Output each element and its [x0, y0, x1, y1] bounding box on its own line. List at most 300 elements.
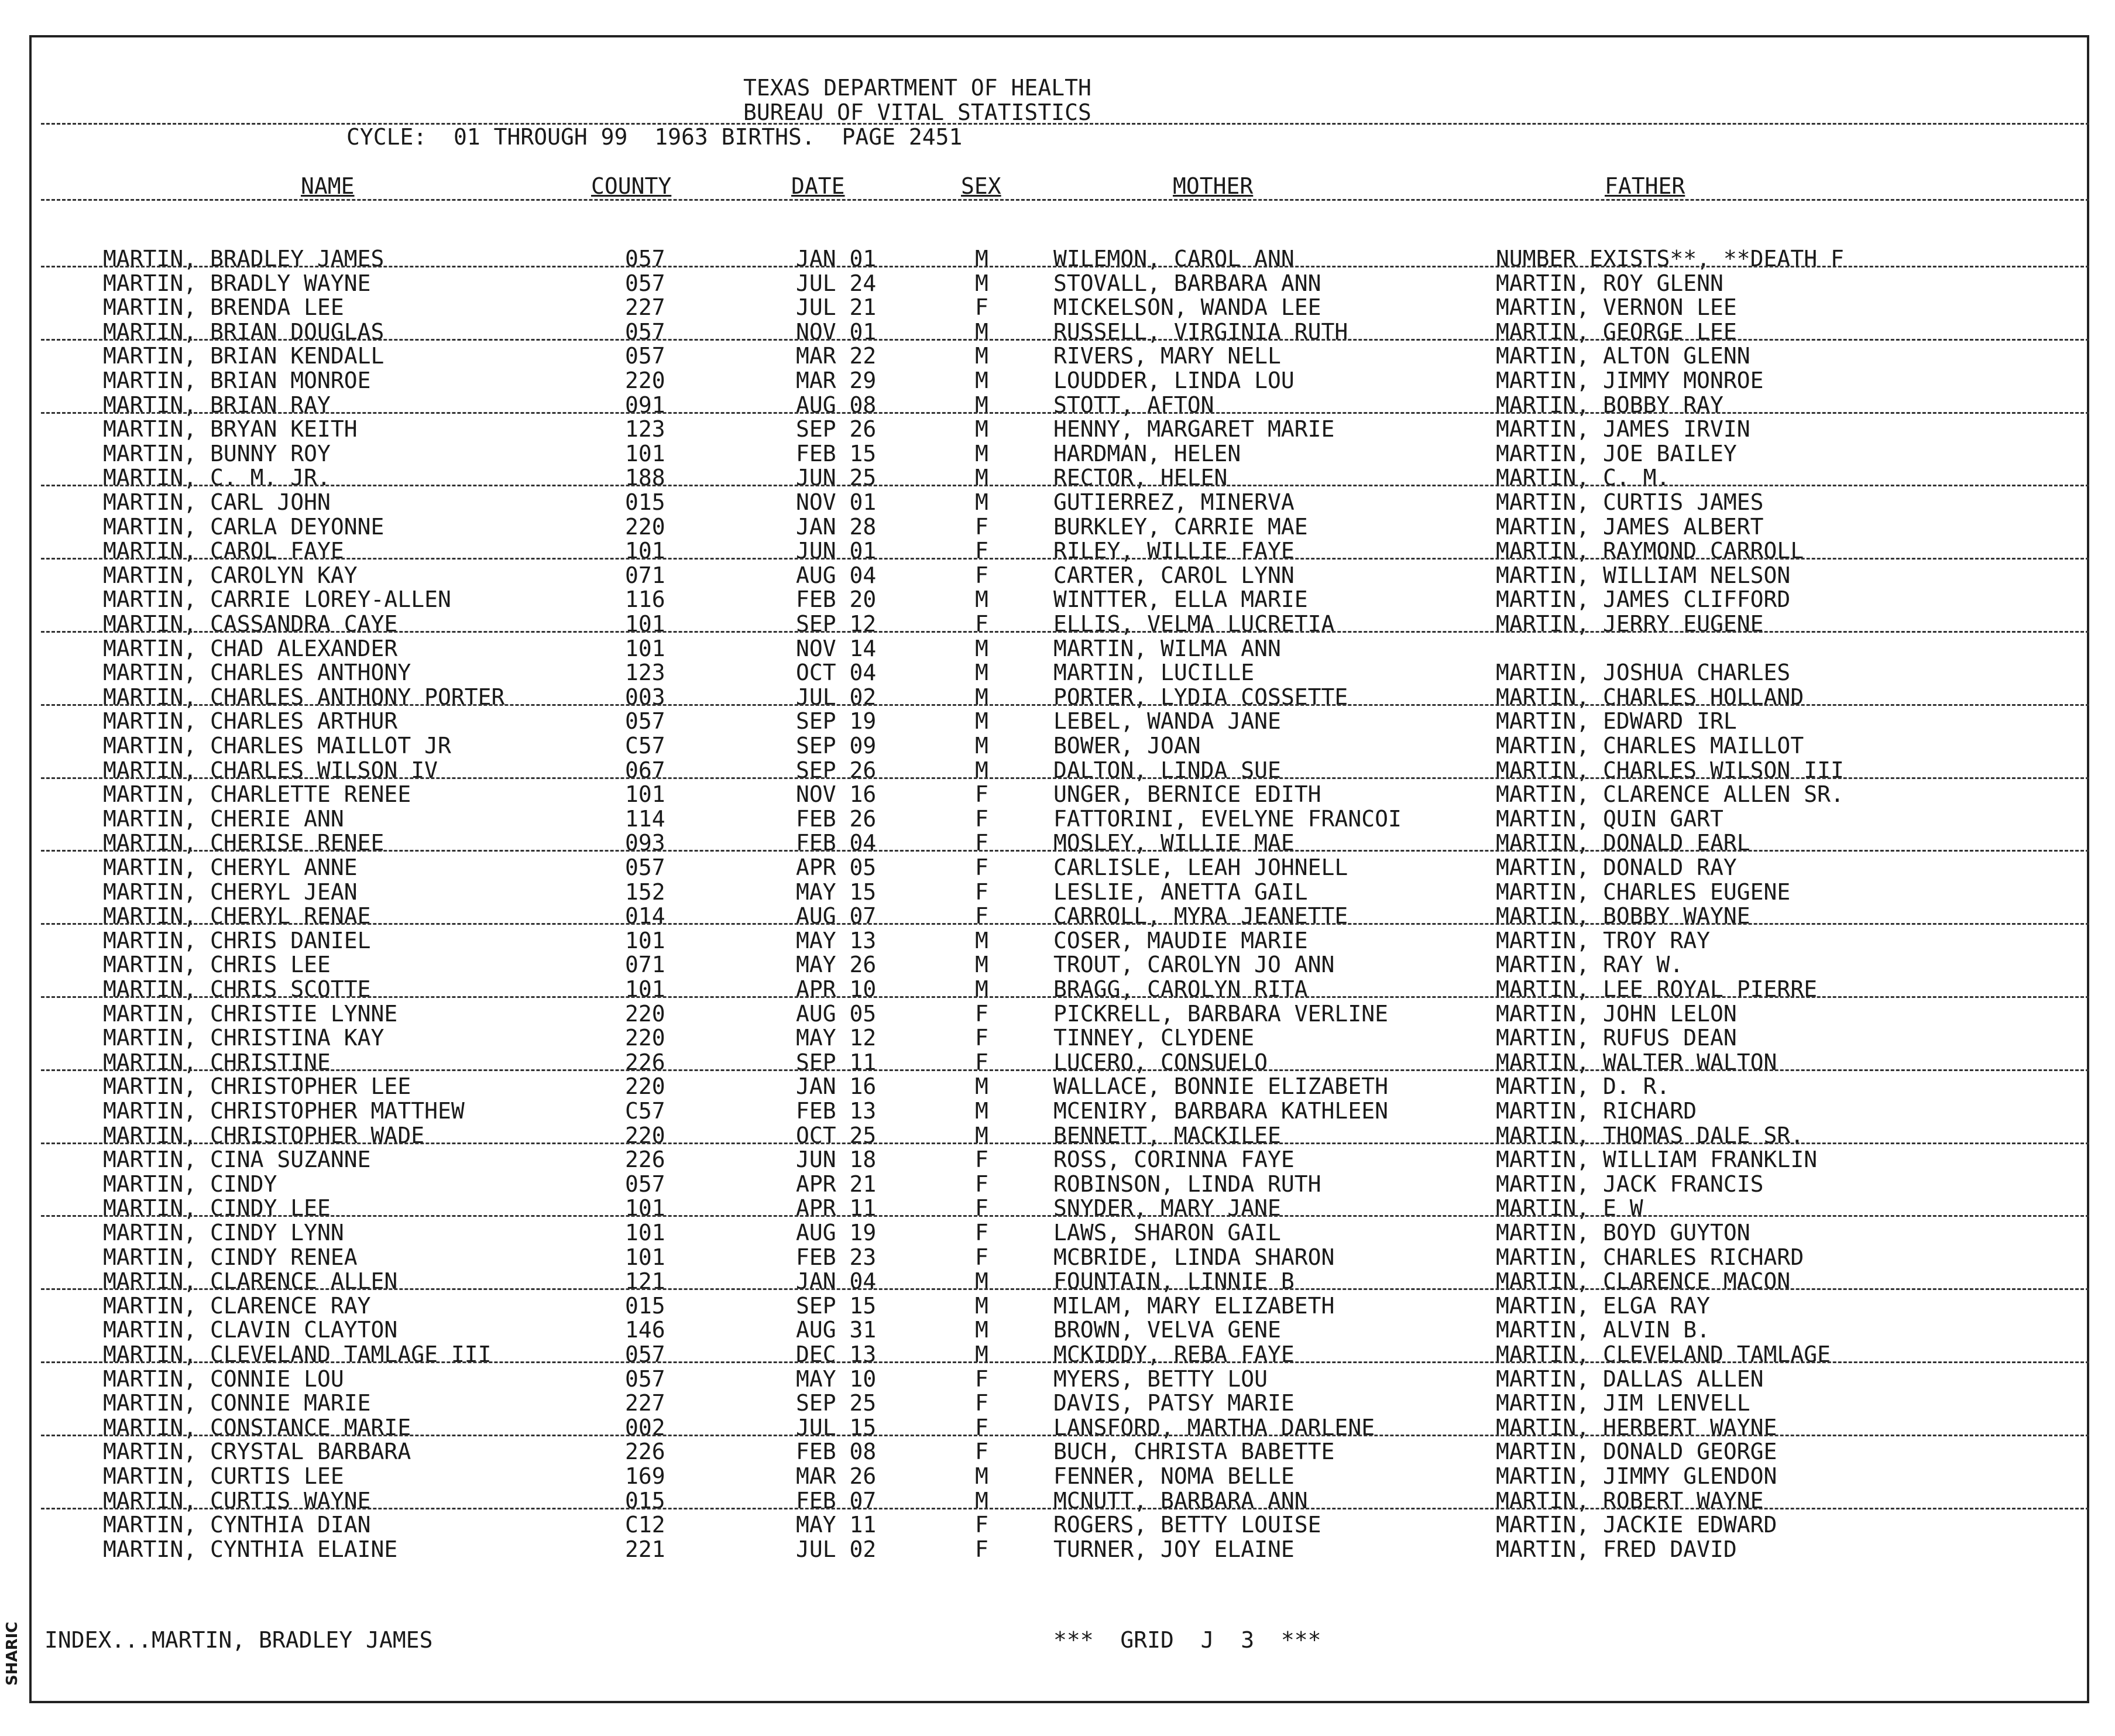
cell-name: MARTIN, CHERISE RENEE — [103, 830, 384, 856]
cell-father: MARTIN, WILLIAM FRANKLIN — [1496, 1147, 1818, 1173]
cell-father: MARTIN, JOE BAILEY — [1496, 440, 1737, 466]
cell-name: MARTIN, BUNNY ROY — [103, 440, 331, 466]
cell-sex: M — [975, 927, 988, 953]
cell-father: MARTIN, RUFUS DEAN — [1496, 1025, 1737, 1051]
cell-name: MARTIN, CINDY RENEA — [103, 1244, 358, 1270]
cell-sex: M — [975, 318, 988, 345]
cell-date: FEB 13 — [796, 1098, 877, 1124]
cell-father: MARTIN, DONALD EARL — [1496, 830, 1750, 856]
cell-mother: MCENIRY, BARBARA KATHLEEN — [1053, 1098, 1388, 1124]
cell-date: NOV 01 — [796, 318, 877, 345]
row-divider — [41, 485, 2089, 486]
table-row — [0, 586, 2115, 611]
cell-name: MARTIN, CHARLES ARTHUR — [103, 708, 398, 735]
cell-father: MARTIN, JOHN LELON — [1496, 1000, 1737, 1027]
cell-county: 114 — [625, 805, 665, 832]
cell-name: MARTIN, CONSTANCE MARIE — [103, 1414, 411, 1440]
cell-county: 014 — [625, 903, 665, 929]
cell-date: NOV 16 — [796, 781, 877, 808]
cell-county: 057 — [625, 855, 665, 880]
cell-sex: M — [975, 343, 988, 369]
cell-date: SEP 19 — [796, 708, 877, 735]
cell-mother: BRAGG, CAROLYN RITA — [1053, 976, 1308, 1002]
cell-county: 220 — [625, 1025, 665, 1051]
cell-father: MARTIN, CURTIS JAMES — [1496, 489, 1764, 515]
cell-date: JUL 02 — [796, 1536, 877, 1562]
table-row — [0, 1244, 2115, 1269]
cell-sex: F — [975, 1244, 988, 1270]
cell-father: MARTIN, DONALD RAY — [1496, 855, 1737, 880]
cell-county: 067 — [625, 757, 665, 783]
cell-name: MARTIN, CLAVIN CLAYTON — [103, 1317, 398, 1343]
cell-father: MARTIN, EDWARD IRL — [1496, 708, 1737, 735]
cell-name: MARTIN, CAROLYN KAY — [103, 562, 358, 588]
cell-date: JUL 24 — [796, 270, 877, 296]
cell-mother: CARTER, CAROL LYNN — [1053, 562, 1295, 588]
table-row — [0, 952, 2115, 976]
cell-date: FEB 23 — [796, 1244, 877, 1270]
cell-father: MARTIN, WILLIAM NELSON — [1496, 562, 1791, 588]
cell-father: MARTIN, ELGA RAY — [1496, 1292, 1711, 1319]
cell-county: 221 — [625, 1536, 665, 1562]
cell-name: MARTIN, CONNIE LOU — [103, 1366, 344, 1392]
cell-mother: HARDMAN, HELEN — [1053, 440, 1241, 466]
cell-mother: MCNUTT, BARBARA ANN — [1053, 1487, 1308, 1514]
cell-county: 015 — [625, 1487, 665, 1514]
cell-county: 057 — [625, 708, 665, 735]
cell-county: 123 — [625, 660, 665, 686]
cell-father: MARTIN, LEE ROYAL PIERRE — [1496, 976, 1818, 1002]
cell-date: MAR 22 — [796, 343, 877, 369]
cell-sex: M — [975, 660, 988, 686]
table-row — [0, 806, 2115, 831]
cell-father: MARTIN, ROY GLENN — [1496, 270, 1723, 296]
cell-name: MARTIN, CARLA DEYONNE — [103, 513, 384, 540]
cell-county: 101 — [625, 1195, 665, 1222]
row-divider — [41, 1143, 2089, 1144]
cell-county: 101 — [625, 611, 665, 637]
cell-date: AUG 31 — [796, 1317, 877, 1343]
cell-mother: ELLIS, VELMA LUCRETIA — [1053, 611, 1335, 637]
cell-father: MARTIN, JAMES IRVIN — [1496, 416, 1750, 442]
cell-date: FEB 04 — [796, 830, 877, 856]
row-divider — [41, 923, 2089, 925]
cell-date: AUG 04 — [796, 562, 877, 588]
cell-date: NOV 14 — [796, 635, 877, 661]
table-row — [0, 1147, 2115, 1171]
cell-father: MARTIN, RAY W. — [1496, 952, 1684, 978]
cell-county: 220 — [625, 513, 665, 540]
cell-sex: F — [975, 1025, 988, 1051]
table-row — [0, 1512, 2115, 1536]
cell-sex: M — [975, 1073, 988, 1100]
cell-county: 220 — [625, 368, 665, 393]
cell-father: MARTIN, C. M. — [1496, 465, 1670, 491]
cell-mother: MCBRIDE, LINDA SHARON — [1053, 1244, 1335, 1270]
cell-sex: M — [975, 952, 988, 978]
cell-date: MAY 11 — [796, 1512, 877, 1538]
row-divider — [41, 631, 2089, 633]
cell-name: MARTIN, CHRISTINE — [103, 1049, 331, 1075]
cell-sex: F — [975, 611, 988, 637]
cell-mother: RILEY, WILLIE FAYE — [1053, 538, 1295, 564]
cell-name: MARTIN, BRADLEY JAMES — [103, 246, 384, 272]
cell-county: 057 — [625, 1366, 665, 1392]
cell-sex: M — [975, 976, 988, 1002]
cell-date: SEP 09 — [796, 733, 877, 759]
cell-date: FEB 15 — [796, 440, 877, 466]
cell-name: MARTIN, CLARENCE RAY — [103, 1292, 371, 1319]
cell-date: SEP 12 — [796, 611, 877, 637]
cell-mother: ROGERS, BETTY LOUISE — [1053, 1512, 1321, 1538]
cell-county: 220 — [625, 1000, 665, 1027]
cell-date: JUN 01 — [796, 538, 877, 564]
table-row — [0, 1073, 2115, 1098]
cell-father: MARTIN, VERNON LEE — [1496, 294, 1737, 321]
cell-date: JUN 18 — [796, 1147, 877, 1173]
cell-county: 169 — [625, 1463, 665, 1489]
cell-father: MARTIN, CLARENCE ALLEN SR. — [1496, 781, 1844, 808]
cell-county: 101 — [625, 635, 665, 661]
row-divider — [41, 1361, 2089, 1363]
cell-mother: WILEMON, CAROL ANN — [1053, 246, 1295, 272]
cell-county: 116 — [625, 586, 665, 613]
cell-father: MARTIN, QUIN GART — [1496, 805, 1723, 832]
cell-father: MARTIN, DALLAS ALLEN — [1496, 1366, 1764, 1392]
cell-county: 226 — [625, 1147, 665, 1173]
cell-sex: F — [975, 1171, 988, 1197]
row-divider — [41, 412, 2089, 414]
cell-date: AUG 07 — [796, 903, 877, 929]
cell-sex: M — [975, 684, 988, 710]
header-line2: BUREAU OF VITAL STATISTICS — [743, 100, 1091, 125]
table-row — [0, 1293, 2115, 1318]
cell-date: APR 10 — [796, 976, 877, 1002]
footer-index: INDEX...MARTIN, BRADLEY JAMES — [44, 1627, 433, 1653]
cell-county: 003 — [625, 684, 665, 710]
cell-sex: F — [975, 513, 988, 540]
row-divider — [41, 996, 2089, 998]
cell-date: FEB 08 — [796, 1439, 877, 1465]
cell-county: 188 — [625, 465, 665, 491]
cell-name: MARTIN, CHERYL ANNE — [103, 855, 358, 880]
table-row — [0, 781, 2115, 806]
cell-father: MARTIN, CHARLES EUGENE — [1496, 879, 1791, 905]
cell-sex: M — [975, 270, 988, 296]
row-divider — [41, 1069, 2089, 1071]
table-row — [0, 636, 2115, 660]
cell-mother: TINNEY, CLYDENE — [1053, 1025, 1255, 1051]
cell-mother: GUTIERREZ, MINERVA — [1053, 489, 1295, 515]
cell-name: MARTIN, CASSANDRA CAYE — [103, 611, 398, 637]
cell-mother: RIVERS, MARY NELL — [1053, 343, 1281, 369]
table-row — [0, 416, 2115, 441]
cell-name: MARTIN, CHARLES WILSON IV — [103, 757, 438, 783]
table-row — [0, 1536, 2115, 1561]
cell-county: 101 — [625, 781, 665, 808]
cell-county: 226 — [625, 1439, 665, 1465]
cell-sex: F — [975, 879, 988, 905]
cell-father: MARTIN, BOYD GUYTON — [1496, 1220, 1750, 1246]
cell-date: MAY 12 — [796, 1025, 877, 1051]
cell-mother: FATTORINI, EVELYNE FRANCOI — [1053, 805, 1402, 832]
cell-father: MARTIN, JIMMY GLENDON — [1496, 1463, 1777, 1489]
side-label — [0, 1621, 23, 1692]
column-header-mother: MOTHER — [1173, 173, 1254, 199]
cell-mother: MARTIN, LUCILLE — [1053, 660, 1255, 686]
cell-date: APR 05 — [796, 855, 877, 880]
cell-name: MARTIN, CARRIE LOREY-ALLEN — [103, 586, 451, 613]
cell-name: MARTIN, CONNIE MARIE — [103, 1390, 371, 1416]
cell-sex: F — [975, 538, 988, 564]
cell-date: JAN 04 — [796, 1268, 877, 1295]
cell-mother: COSER, MAUDIE MARIE — [1053, 927, 1308, 953]
cell-name: MARTIN, CHRISTINA KAY — [103, 1025, 384, 1051]
cell-sex: F — [975, 1512, 988, 1538]
cell-county: 227 — [625, 1390, 665, 1416]
cell-sex: M — [975, 465, 988, 491]
row-divider — [41, 1288, 2089, 1290]
cell-county: 057 — [625, 246, 665, 272]
cell-date: JAN 16 — [796, 1073, 877, 1100]
cell-mother: PICKRELL, BARBARA VERLINE — [1053, 1000, 1388, 1027]
cell-date: JAN 01 — [796, 246, 877, 272]
cell-name: MARTIN, CHRIS SCOTTE — [103, 976, 371, 1002]
cell-date: SEP 11 — [796, 1049, 877, 1075]
cell-mother: HENNY, MARGARET MARIE — [1053, 416, 1335, 442]
cell-sex: F — [975, 1390, 988, 1416]
cell-sex: F — [975, 1000, 988, 1027]
row-divider — [41, 1215, 2089, 1217]
cell-mother: DALTON, LINDA SUE — [1053, 757, 1281, 783]
cell-name: MARTIN, CAROL FAYE — [103, 538, 344, 564]
cell-name: MARTIN, CURTIS WAYNE — [103, 1487, 371, 1514]
cell-county: 101 — [625, 1244, 665, 1270]
cell-sex: F — [975, 294, 988, 321]
cell-name: MARTIN, CHERYL JEAN — [103, 879, 358, 905]
cell-mother: FOUNTAIN, LINNIE B — [1053, 1268, 1295, 1295]
cell-sex: F — [975, 1414, 988, 1440]
cell-sex: M — [975, 635, 988, 661]
cell-sex: F — [975, 903, 988, 929]
cell-mother: STOTT, AFTON — [1053, 392, 1214, 418]
cell-father: MARTIN, JERRY EUGENE — [1496, 611, 1764, 637]
cell-name: MARTIN, CLARENCE ALLEN — [103, 1268, 398, 1295]
cell-name: MARTIN, CINDY LEE — [103, 1195, 331, 1222]
cell-mother: MILAM, MARY ELIZABETH — [1053, 1292, 1335, 1319]
cell-father: MARTIN, CHARLES RICHARD — [1496, 1244, 1804, 1270]
cell-sex: F — [975, 562, 988, 588]
cell-date: AUG 08 — [796, 392, 877, 418]
cell-county: 057 — [625, 270, 665, 296]
header-line1: TEXAS DEPARTMENT OF HEALTH — [743, 75, 1091, 101]
cell-date: SEP 15 — [796, 1292, 877, 1319]
cell-mother: ROSS, CORINNA FAYE — [1053, 1147, 1295, 1173]
cell-sex: M — [975, 1292, 988, 1319]
table-row — [0, 708, 2115, 733]
cell-father: MARTIN, CHARLES MAILLOT — [1496, 733, 1804, 759]
cell-name: MARTIN, BRIAN KENDALL — [103, 343, 384, 369]
cell-sex: M — [975, 586, 988, 613]
table-row — [0, 928, 2115, 952]
cell-county: 152 — [625, 879, 665, 905]
cell-county: 101 — [625, 976, 665, 1002]
cell-date: FEB 07 — [796, 1487, 877, 1514]
footer-grid: *** GRID J 3 *** — [1053, 1627, 1321, 1653]
cell-county: 220 — [625, 1073, 665, 1100]
cell-sex: F — [975, 855, 988, 880]
cell-county: 002 — [625, 1414, 665, 1440]
cell-sex: F — [975, 1536, 988, 1562]
table-row — [0, 1366, 2115, 1391]
cell-father: MARTIN, THOMAS DALE SR. — [1496, 1122, 1804, 1148]
row-divider — [41, 558, 2089, 560]
cell-mother: MOSLEY, WILLIE MAE — [1053, 830, 1295, 856]
cell-name: MARTIN, CHRISTOPHER LEE — [103, 1073, 411, 1100]
table-row — [0, 733, 2115, 757]
cell-sex: M — [975, 440, 988, 466]
cell-sex: M — [975, 1098, 988, 1124]
cell-date: MAY 10 — [796, 1366, 877, 1392]
column-header-sex: SEX — [961, 173, 1001, 199]
table-row — [0, 1171, 2115, 1196]
cell-date: JUL 15 — [796, 1414, 877, 1440]
cell-father: MARTIN, CHARLES WILSON III — [1496, 757, 1844, 783]
cell-date: APR 21 — [796, 1171, 877, 1197]
cell-father: MARTIN, BOBBY RAY — [1496, 392, 1723, 418]
cell-sex: F — [975, 1147, 988, 1173]
table-row — [0, 562, 2115, 587]
side-label-text: SHARIC — [4, 1621, 21, 1686]
cell-county: 093 — [625, 830, 665, 856]
cell-mother: MICKELSON, WANDA LEE — [1053, 294, 1321, 321]
cell-father: MARTIN, CHARLES HOLLAND — [1496, 684, 1804, 710]
cell-sex: M — [975, 1463, 988, 1489]
cell-sex: M — [975, 708, 988, 735]
table-row — [0, 879, 2115, 904]
cell-date: OCT 25 — [796, 1122, 877, 1148]
cell-date: OCT 04 — [796, 660, 877, 686]
cell-date: SEP 25 — [796, 1390, 877, 1416]
cell-father: MARTIN, E W — [1496, 1195, 1643, 1222]
cell-mother: TROUT, CAROLYN JO ANN — [1053, 952, 1335, 978]
cell-county: 101 — [625, 927, 665, 953]
row-divider — [41, 850, 2089, 852]
cell-mother: CARLISLE, LEAH JOHNELL — [1053, 855, 1348, 880]
cell-sex: M — [975, 416, 988, 442]
cell-name: MARTIN, BRADLY WAYNE — [103, 270, 371, 296]
cell-name: MARTIN, C. M. JR. — [103, 465, 331, 491]
cell-sex: M — [975, 1268, 988, 1295]
cell-name: MARTIN, BRYAN KEITH — [103, 416, 358, 442]
table-row — [0, 270, 2115, 295]
table-row — [0, 1001, 2115, 1025]
cell-mother: UNGER, BERNICE EDITH — [1053, 781, 1321, 808]
row-divider — [41, 777, 2089, 779]
cell-sex: F — [975, 781, 988, 808]
table-row — [0, 343, 2115, 368]
cell-father: MARTIN, ALTON GLENN — [1496, 343, 1750, 369]
table-row — [0, 441, 2115, 465]
cell-name: MARTIN, CLEVELAND TAMLAGE III — [103, 1342, 492, 1367]
cell-sex: F — [975, 1439, 988, 1465]
cell-sex: F — [975, 830, 988, 856]
cell-father: MARTIN, CLEVELAND TAMLAGE — [1496, 1342, 1831, 1367]
cell-county: 146 — [625, 1317, 665, 1343]
cell-name: MARTIN, CHAD ALEXANDER — [103, 635, 398, 661]
cell-father: MARTIN, JACKIE EDWARD — [1496, 1512, 1777, 1538]
table-row — [0, 1025, 2115, 1049]
cell-father: MARTIN, JIMMY MONROE — [1496, 368, 1764, 393]
cell-name: MARTIN, CYNTHIA DIAN — [103, 1512, 371, 1538]
row-divider — [41, 1435, 2089, 1436]
cell-mother: ROBINSON, LINDA RUTH — [1053, 1171, 1321, 1197]
cell-father: MARTIN, TROY RAY — [1496, 927, 1711, 953]
cell-mother: DAVIS, PATSY MARIE — [1053, 1390, 1295, 1416]
cell-county: C57 — [625, 1098, 665, 1124]
cell-date: MAR 26 — [796, 1463, 877, 1489]
cell-date: DEC 13 — [796, 1342, 877, 1367]
cell-name: MARTIN, CINDY — [103, 1171, 277, 1197]
column-header-date: DATE — [791, 173, 845, 199]
cell-date: JUL 02 — [796, 684, 877, 710]
cell-mother: TURNER, JOY ELAINE — [1053, 1536, 1295, 1562]
cell-county: 123 — [625, 416, 665, 442]
cell-mother: LOUDDER, LINDA LOU — [1053, 368, 1295, 393]
cell-name: MARTIN, BRENDA LEE — [103, 294, 344, 321]
cell-sex: M — [975, 733, 988, 759]
cell-county: 015 — [625, 1292, 665, 1319]
cell-mother: RECTOR, HELEN — [1053, 465, 1228, 491]
header-cycle: CYCLE: 01 THROUGH 99 1963 BIRTHS. PAGE 2451 — [346, 124, 963, 150]
cell-county: 121 — [625, 1268, 665, 1295]
cell-mother: LESLIE, ANETTA GAIL — [1053, 879, 1308, 905]
cell-date: FEB 20 — [796, 586, 877, 613]
cell-date: JAN 28 — [796, 513, 877, 540]
cell-mother: PORTER, LYDIA COSSETTE — [1053, 684, 1348, 710]
cell-name: MARTIN, CHARLES ANTHONY PORTER — [103, 684, 505, 710]
cell-father: MARTIN, JAMES ALBERT — [1496, 513, 1764, 540]
cell-name: MARTIN, CHERYL RENAE — [103, 903, 371, 929]
cell-date: SEP 26 — [796, 416, 877, 442]
cell-sex: F — [975, 1366, 988, 1392]
cell-father: MARTIN, HERBERT WAYNE — [1496, 1414, 1777, 1440]
cell-date: NOV 01 — [796, 489, 877, 515]
cell-sex: M — [975, 757, 988, 783]
cell-father: MARTIN, CLARENCE MACON — [1496, 1268, 1791, 1295]
cell-mother: LAWS, SHARON GAIL — [1053, 1220, 1281, 1246]
cell-county: C12 — [625, 1512, 665, 1538]
table-row — [0, 294, 2115, 319]
cell-county: 071 — [625, 562, 665, 588]
cell-father: MARTIN, JACK FRANCIS — [1496, 1171, 1764, 1197]
row-divider — [41, 266, 2089, 267]
cell-sex: M — [975, 1487, 988, 1514]
cell-mother: WINTTER, ELLA MARIE — [1053, 586, 1308, 613]
row-divider — [41, 704, 2089, 706]
cell-sex: M — [975, 489, 988, 515]
cell-father: NUMBER EXISTS**, **DEATH F — [1496, 246, 1844, 272]
cell-father: MARTIN, WALTER WALTON — [1496, 1049, 1777, 1075]
cell-mother: STOVALL, BARBARA ANN — [1053, 270, 1321, 296]
table-row — [0, 660, 2115, 684]
cell-county: 227 — [625, 294, 665, 321]
cell-father: MARTIN, RICHARD — [1496, 1098, 1697, 1124]
table-row — [0, 1098, 2115, 1123]
cell-sex: M — [975, 368, 988, 393]
cell-date: AUG 05 — [796, 1000, 877, 1027]
cell-date: FEB 26 — [796, 805, 877, 832]
